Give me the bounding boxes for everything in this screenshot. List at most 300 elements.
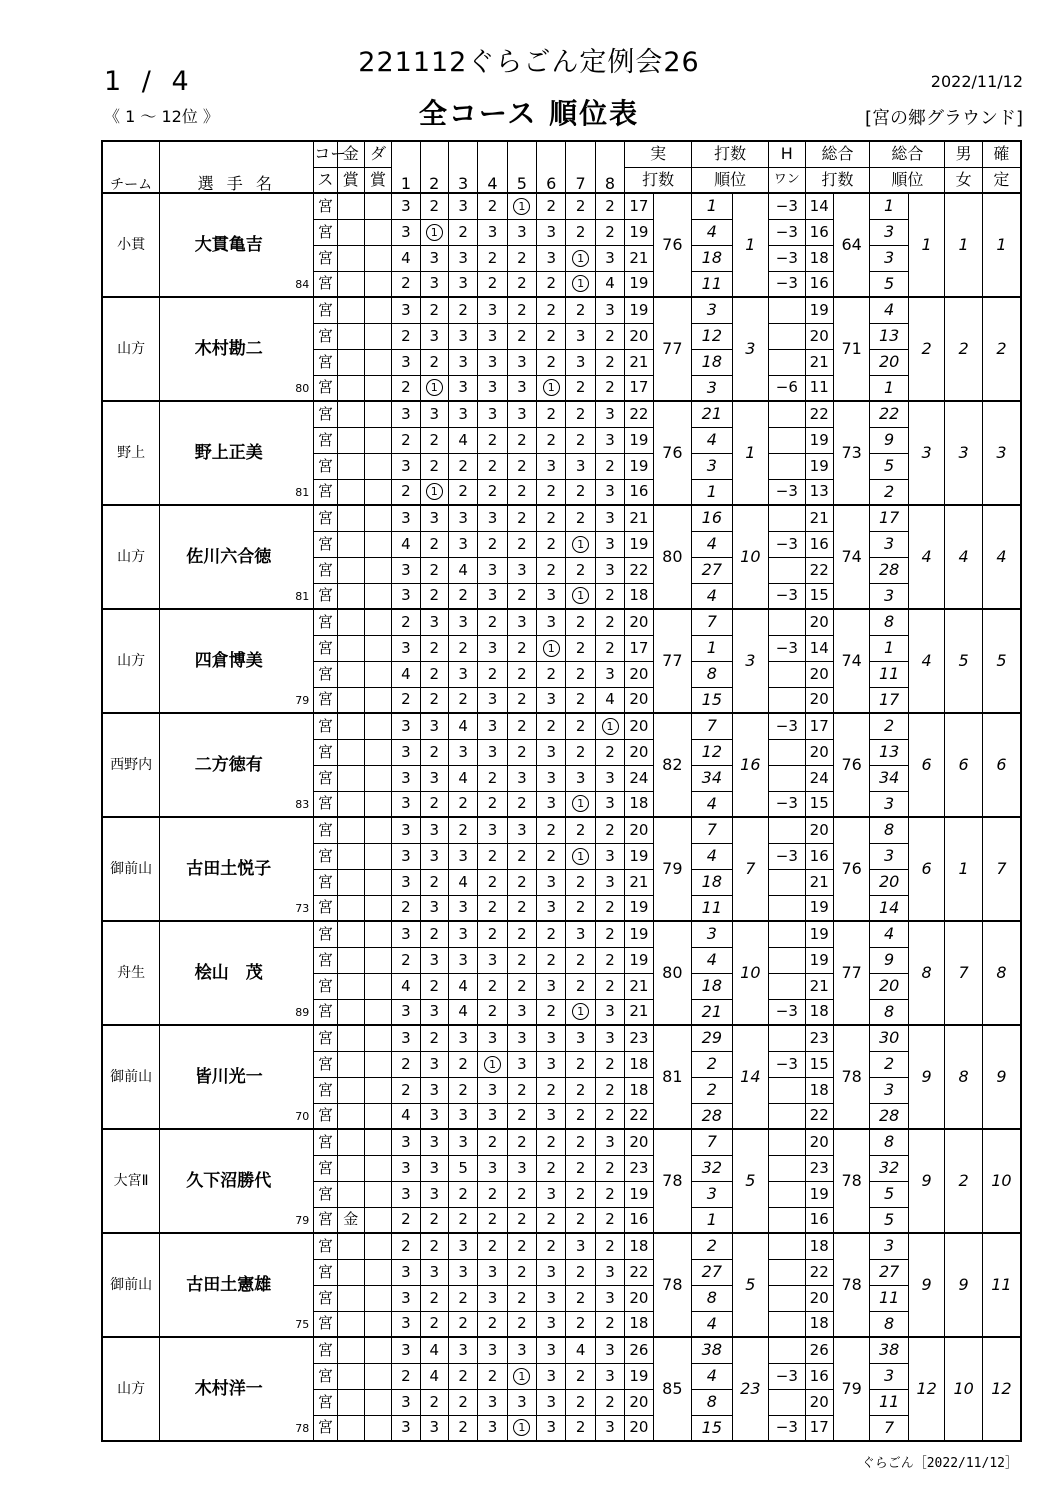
course-cell: 宮 [314, 1051, 337, 1077]
hole-3-score: 2 [458, 1392, 468, 1411]
hole-score-cell [566, 1363, 595, 1389]
round-total-rank-cell: 3 [870, 583, 909, 609]
hole-score-cell [566, 557, 595, 583]
hole-score-cell [420, 1207, 448, 1233]
hole-8-score: 2 [605, 378, 615, 397]
round-total-rank-cell: 5 [870, 453, 909, 479]
hole-score-cell [448, 843, 477, 869]
hole-3-score: 3 [458, 1262, 468, 1281]
hole-3-score: 2 [458, 456, 468, 475]
hole-5-score: 2 [517, 1132, 527, 1151]
hole-1-score: 2 [401, 274, 411, 293]
gold-prize-cell [337, 375, 364, 401]
hole-score-cell [566, 219, 595, 245]
final-rank: 10 [982, 1129, 1021, 1233]
hole-3-score: 2 [458, 586, 468, 605]
da-prize-cell [364, 349, 391, 375]
hole-2-score: 3 [429, 1262, 440, 1281]
hole-score-cell [537, 609, 566, 635]
round-sum-cell: 19 [625, 453, 653, 479]
round-sum-cell: 18 [625, 791, 653, 817]
total-strokes: 79 [833, 1337, 869, 1441]
hole-score-cell [566, 687, 595, 713]
hole-1-score: 3 [401, 1418, 411, 1437]
da-prize-cell [364, 1259, 391, 1285]
hole-4-score: 3 [487, 404, 498, 423]
hole-score-cell [392, 739, 420, 765]
hole-5-score: 2 [517, 872, 527, 891]
player-name: 古田土悦子 [186, 858, 272, 879]
hole-3-score: 3 [458, 1132, 468, 1151]
team-name: 野上 [102, 401, 160, 505]
gender-rank: 5 [945, 609, 982, 713]
hole-score-cell [420, 1103, 448, 1129]
course-cell: 宮 [314, 921, 337, 947]
course-cell: 宮 [314, 869, 337, 895]
round-sum-cell: 16 [625, 479, 653, 505]
actual-strokes: 78 [653, 1129, 692, 1233]
hole-score-cell [448, 817, 477, 843]
hole-4-score: 2 [487, 1002, 498, 1021]
hole-in-one-cell [769, 1181, 805, 1207]
hole-score-cell [566, 1207, 595, 1233]
round-total-cell: 20 [805, 1285, 833, 1311]
course-cell: 宮 [314, 1311, 337, 1337]
actual-strokes: 76 [653, 193, 692, 297]
hole-score-cell [448, 479, 477, 505]
hole-4-score: 3 [487, 1080, 498, 1099]
total-strokes: 74 [833, 505, 869, 609]
da-prize-cell [364, 609, 391, 635]
hole-in-one-cell: −6 [769, 375, 805, 401]
hole-1-score: 3 [401, 456, 411, 475]
total-strokes: 76 [833, 713, 869, 817]
stroke-rank: 3 [732, 609, 768, 713]
hole-score-cell [478, 869, 507, 895]
player-cell [160, 817, 314, 921]
round-sum-cell: 21 [625, 999, 653, 1025]
hole-4-score: 2 [487, 274, 498, 293]
hole-6-score: 3 [546, 248, 557, 267]
hole-6-score: 2 [546, 1210, 557, 1229]
stroke-rank: 14 [732, 1025, 768, 1129]
hole-5-score: 3 [517, 352, 527, 371]
round-sum-cell: 18 [625, 1311, 653, 1337]
hole-4-score: 2 [487, 248, 498, 267]
hole-4-score: 2 [487, 846, 498, 865]
col-da-top: ダ [364, 141, 391, 167]
round-sum-cell: 19 [625, 947, 653, 973]
round-sum-cell: 17 [625, 375, 653, 401]
hole-score-cell [595, 297, 624, 323]
hole-6-score: 2 [546, 1080, 557, 1099]
hole-score-cell [448, 1233, 477, 1259]
hole-2-score: 2 [429, 638, 440, 657]
hole-4-score: 3 [487, 820, 498, 839]
hole-score-cell [566, 505, 595, 531]
round-total-cell: 16 [805, 219, 833, 245]
hole-2-score: 2 [429, 352, 440, 371]
course-cell: 宮 [314, 505, 337, 531]
hole-score-cell [566, 1337, 595, 1363]
hole-in-one-cell [769, 1025, 805, 1051]
hole-score-cell [507, 1415, 536, 1441]
round-total-rank-cell: 4 [870, 297, 909, 323]
hole-in-one-cell [769, 661, 805, 687]
hole-7-score: 2 [575, 1184, 586, 1203]
gold-prize-cell [337, 531, 364, 557]
round-total-cell: 21 [805, 973, 833, 999]
hole-5-score: 2 [517, 794, 527, 813]
hole-score-cell [478, 401, 507, 427]
total-rank: 3 [908, 401, 944, 505]
hole-score-cell [566, 1181, 595, 1207]
round-rank-cell: 21 [692, 999, 733, 1025]
round-total-cell: 19 [805, 947, 833, 973]
hole-1-score: 2 [401, 1236, 411, 1255]
hole-8-score: 3 [605, 560, 615, 579]
hole-5-score: 3 [517, 1002, 527, 1021]
hole-2-score: 3 [429, 1106, 440, 1125]
hole-score-cell [507, 609, 536, 635]
gold-prize-cell [337, 1155, 364, 1181]
round-sum-cell: 18 [625, 1233, 653, 1259]
round-total-cell: 23 [805, 1025, 833, 1051]
team-name: 小貫 [102, 193, 160, 297]
hole-3-score: 3 [458, 534, 468, 553]
hole-score-cell [537, 1129, 566, 1155]
col-actual-bottom: 打数 [625, 167, 692, 193]
hole-score-cell [507, 219, 536, 245]
hole-1-score: 3 [401, 196, 411, 215]
hole-2-score: 2 [429, 1314, 440, 1333]
hole-4-score: 3 [487, 1262, 498, 1281]
hole-2-score: 2 [429, 924, 440, 943]
total-rank: 9 [908, 1129, 944, 1233]
gold-prize-cell [337, 271, 364, 297]
player-cell [160, 1025, 314, 1129]
hole-score-cell [566, 1077, 595, 1103]
hole-8-score: 2 [605, 1392, 615, 1411]
hole-score-cell [478, 1025, 507, 1051]
hole-score-cell [478, 1259, 507, 1285]
hole-2-score: 1 [426, 379, 443, 396]
hole-score-cell [392, 375, 420, 401]
gold-prize-cell [337, 1415, 364, 1441]
total-rank: 6 [908, 817, 944, 921]
hole-5-score: 2 [517, 1262, 527, 1281]
hole-score-cell [392, 1415, 420, 1441]
hole-score-cell [595, 583, 624, 609]
col-hole-8: 8 [595, 141, 624, 193]
hole-score-cell [595, 453, 624, 479]
hole-score-cell [478, 1103, 507, 1129]
da-prize-cell [364, 921, 391, 947]
hole-4-score: 2 [487, 482, 498, 501]
round-total-cell: 16 [805, 271, 833, 297]
hole-7-score: 2 [575, 664, 586, 683]
hole-score-cell [566, 1129, 595, 1155]
hole-score-cell [595, 375, 624, 401]
hole-score-cell [507, 1389, 536, 1415]
gold-prize-cell [337, 505, 364, 531]
course-cell: 宮 [314, 1129, 337, 1155]
hole-8-score: 3 [605, 1340, 615, 1359]
hole-5-score: 1 [513, 198, 530, 215]
hole-score-cell [420, 1077, 448, 1103]
hole-score-cell [566, 245, 595, 271]
total-rank: 1 [908, 193, 944, 297]
course-cell: 宮 [314, 1077, 337, 1103]
final-rank: 4 [982, 505, 1021, 609]
hole-4-score: 3 [487, 352, 498, 371]
round-sum-cell: 21 [625, 869, 653, 895]
total-rank: 8 [908, 921, 944, 1025]
round-sum-cell: 19 [625, 895, 653, 921]
round-sum-cell: 23 [625, 1025, 653, 1051]
hole-score-cell [478, 1337, 507, 1363]
hole-8-score: 3 [605, 1132, 615, 1151]
hole-score-cell [537, 323, 566, 349]
player-cell [160, 1129, 314, 1233]
hole-score-cell [392, 895, 420, 921]
hole-8-score: 4 [605, 274, 615, 293]
hole-score-cell [595, 843, 624, 869]
hole-2-score: 3 [429, 612, 440, 631]
hole-score-cell [478, 349, 507, 375]
hole-1-score: 3 [401, 820, 411, 839]
hole-4-score: 2 [487, 1132, 498, 1151]
table-row [102, 1337, 1021, 1363]
hole-8-score: 3 [605, 1418, 615, 1437]
hole-5-score: 3 [517, 404, 527, 423]
hole-4-score: 2 [487, 1366, 498, 1385]
player-handicap: 84 [295, 278, 310, 291]
hole-2-score: 1 [426, 483, 443, 500]
hole-score-cell [566, 1389, 595, 1415]
hole-score-cell [448, 193, 477, 219]
round-total-cell: 14 [805, 635, 833, 661]
da-prize-cell [364, 999, 391, 1025]
hole-5-score: 3 [517, 1054, 527, 1073]
hole-7-score: 2 [575, 378, 586, 397]
hole-2-score: 3 [429, 1158, 440, 1177]
total-strokes: 78 [833, 1129, 869, 1233]
course-cell: 宮 [314, 1233, 337, 1259]
final-rank: 2 [982, 297, 1021, 401]
hole-score-cell [537, 1389, 566, 1415]
hole-3-score: 3 [458, 612, 468, 631]
hole-in-one-cell: −3 [769, 531, 805, 557]
da-prize-cell [364, 1415, 391, 1441]
round-rank-cell: 4 [692, 843, 733, 869]
hole-score-cell [392, 1181, 420, 1207]
round-sum-cell: 16 [625, 1207, 653, 1233]
hole-8-score: 3 [605, 248, 615, 267]
actual-strokes: 79 [653, 817, 692, 921]
hole-in-one-cell [769, 1103, 805, 1129]
hole-5-score: 3 [517, 560, 527, 579]
hole-1-score: 3 [401, 1288, 411, 1307]
team-name: 山方 [102, 609, 160, 713]
hole-2-score: 3 [429, 404, 440, 423]
hole-score-cell [420, 323, 448, 349]
hole-3-score: 2 [458, 1080, 468, 1099]
hole-7-score: 1 [572, 1003, 589, 1020]
hole-score-cell [448, 947, 477, 973]
hole-score-cell [448, 973, 477, 999]
round-rank-cell: 4 [692, 1311, 733, 1337]
round-total-cell: 15 [805, 791, 833, 817]
hole-7-score: 2 [575, 560, 586, 579]
hole-7-score: 2 [575, 300, 586, 319]
hole-4-score: 3 [487, 1106, 498, 1125]
hole-3-score: 2 [458, 1210, 468, 1229]
gold-prize-cell [337, 791, 364, 817]
hole-7-score: 2 [575, 1158, 586, 1177]
hole-8-score: 3 [605, 300, 615, 319]
hole-2-score: 3 [429, 716, 440, 735]
player-cell [160, 401, 314, 505]
gold-prize-cell [337, 687, 364, 713]
round-total-cell: 18 [805, 1233, 833, 1259]
col-hio-top: H [769, 141, 805, 167]
gold-prize-cell [337, 609, 364, 635]
hole-8-score: 3 [605, 482, 615, 501]
course-cell: 宮 [314, 765, 337, 791]
hole-7-score: 2 [575, 690, 586, 709]
hole-score-cell [507, 817, 536, 843]
hole-score-cell [566, 1155, 595, 1181]
hole-1-score: 2 [401, 1080, 411, 1099]
hole-8-score: 3 [605, 1288, 615, 1307]
da-prize-cell [364, 1051, 391, 1077]
hole-score-cell [420, 843, 448, 869]
hole-2-score: 3 [429, 274, 440, 293]
hole-4-score: 3 [487, 1158, 498, 1177]
gold-prize-cell [337, 1337, 364, 1363]
course-cell: 宮 [314, 219, 337, 245]
hole-6-score: 3 [546, 586, 557, 605]
total-rank: 9 [908, 1233, 944, 1337]
hole-score-cell [420, 661, 448, 687]
actual-strokes: 81 [653, 1025, 692, 1129]
hole-score-cell [507, 583, 536, 609]
hole-score-cell [392, 1233, 420, 1259]
hole-in-one-cell: −3 [769, 713, 805, 739]
hole-score-cell [507, 765, 536, 791]
hole-score-cell [507, 661, 536, 687]
round-rank-cell: 21 [692, 401, 733, 427]
course-cell: 宮 [314, 1337, 337, 1363]
team-name: 御前山 [102, 1025, 160, 1129]
hole-1-score: 3 [401, 1340, 411, 1359]
hole-score-cell [448, 765, 477, 791]
hole-score-cell [566, 375, 595, 401]
hole-score-cell [478, 375, 507, 401]
da-prize-cell [364, 843, 391, 869]
hole-score-cell [595, 349, 624, 375]
da-prize-cell [364, 271, 391, 297]
course-cell: 宮 [314, 1259, 337, 1285]
round-rank-cell: 16 [692, 505, 733, 531]
course-cell: 宮 [314, 947, 337, 973]
hole-score-cell [478, 921, 507, 947]
hole-score-cell [537, 297, 566, 323]
hole-in-one-cell [769, 1285, 805, 1311]
course-cell: 宮 [314, 297, 337, 323]
round-total-cell: 20 [805, 1389, 833, 1415]
hole-7-score: 2 [575, 1314, 586, 1333]
round-total-rank-cell: 2 [870, 713, 909, 739]
col-course-bottom: ス [314, 167, 337, 193]
col-trank-bottom: 順位 [870, 167, 945, 193]
hole-score-cell [537, 1415, 566, 1441]
hole-4-score: 3 [487, 560, 498, 579]
course-cell: 宮 [314, 323, 337, 349]
hole-score-cell [507, 947, 536, 973]
da-prize-cell [364, 687, 391, 713]
hole-8-score: 2 [605, 586, 615, 605]
hole-6-score: 3 [546, 690, 557, 709]
round-sum-cell: 19 [625, 531, 653, 557]
team-name: 山方 [102, 505, 160, 609]
hole-5-score: 3 [517, 1392, 527, 1411]
hole-score-cell [537, 1051, 566, 1077]
round-total-cell: 18 [805, 1077, 833, 1103]
player-handicap: 81 [295, 590, 310, 603]
hole-8-score: 3 [605, 430, 615, 449]
hole-1-score: 2 [401, 430, 411, 449]
hole-3-score: 2 [458, 1314, 468, 1333]
round-total-rank-cell: 3 [870, 843, 909, 869]
gold-prize-cell [337, 1233, 364, 1259]
player-name: 木村洋一 [194, 1378, 263, 1399]
col-gold-top: 金 [337, 141, 364, 167]
course-cell: 宮 [314, 713, 337, 739]
hole-score-cell [566, 323, 595, 349]
hole-6-score: 3 [546, 1418, 557, 1437]
gold-prize-cell [337, 1285, 364, 1311]
hole-score-cell [507, 1207, 536, 1233]
hole-2-score: 2 [429, 742, 440, 761]
hole-8-score: 2 [605, 976, 615, 995]
hole-score-cell [595, 869, 624, 895]
hole-score-cell [537, 739, 566, 765]
hole-score-cell [392, 349, 420, 375]
hole-score-cell [566, 1285, 595, 1311]
hole-score-cell [507, 1129, 536, 1155]
hole-1-score: 3 [401, 1184, 411, 1203]
hole-1-score: 2 [401, 326, 411, 345]
hole-7-score: 2 [575, 1132, 586, 1151]
total-rank: 9 [908, 1025, 944, 1129]
col-hole-3: 3 [448, 141, 477, 193]
hole-score-cell [566, 531, 595, 557]
gold-prize-cell [337, 947, 364, 973]
hole-in-one-cell [769, 557, 805, 583]
hole-score-cell [537, 531, 566, 557]
hole-score-cell [566, 427, 595, 453]
hole-6-score: 3 [546, 1054, 557, 1073]
gold-prize-cell [337, 297, 364, 323]
gold-prize-cell [337, 453, 364, 479]
hole-score-cell [448, 1259, 477, 1285]
da-prize-cell [364, 1129, 391, 1155]
hole-5-score: 2 [517, 1106, 527, 1125]
event-date: 2022/11/12 [930, 72, 1023, 91]
hole-score-cell [420, 401, 448, 427]
